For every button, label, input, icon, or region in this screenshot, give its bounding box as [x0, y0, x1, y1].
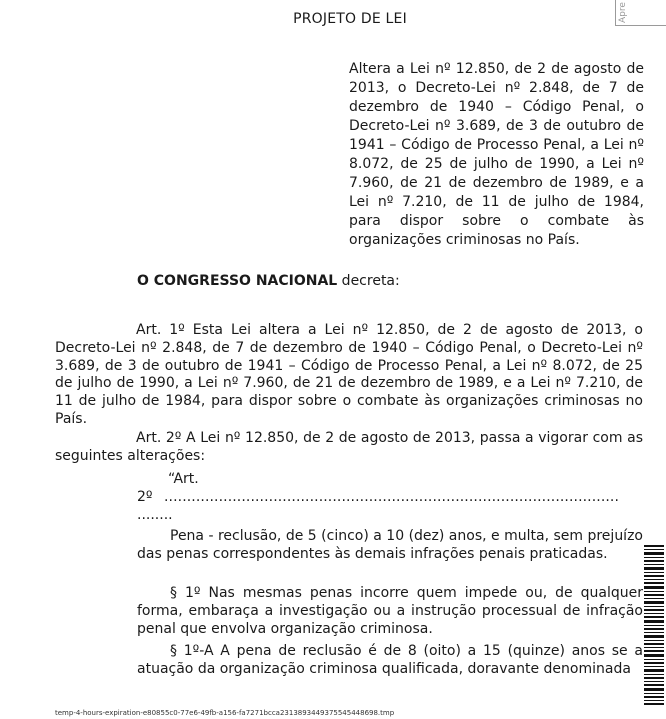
page-title: PROJETO DE LEI — [293, 11, 407, 27]
ementa-paragraph: Altera a Lei nº 12.850, de 2 de agosto de 2013, o Decreto-Lei nº 2.848, de 7 de dezembro de 1940 – Código Penal, o Decreto-Lei nº 3.689, de 3 de outubro de 1941 – Código de Processo Penal, a Lei nº 8.072, de 25 de julho de 1990, a Lei nº 7.960, de 21 de dezembro de 1989, e a Lei nº 7.210, de 11 de julho de 1984, para dispor sobre o combate às organizações criminosas no País. — [349, 61, 644, 248]
quoted-article-open: “Art. — [168, 471, 199, 487]
paragraph-1: § 1º Nas mesmas penas incorre quem impede ou, de qualquer forma, embaraça a investigação ou a instrução processual de infração penal que envolva organização criminosa. — [137, 585, 643, 637]
article-2: Art. 2º A Lei nº 12.850, de 2 de agosto de 2013, passa a vigorar com as seguintes alterações: — [55, 430, 643, 464]
paragraph-1a: § 1º-A A pena de reclusão é de 8 (oito) a 15 (quinze) anos se a atuação da organização criminosa qualificada, doravante denominada — [137, 643, 643, 677]
quoted-article-dots-continued: ........ — [137, 507, 173, 523]
congresso-nacional-bold: O CONGRESSO NACIONAL — [137, 273, 338, 289]
pena-paragraph: Pena - reclusão, de 5 (cinco) a 10 (dez) anos, e multa, sem prejuízo das penas correspondentes às demais infrações penais praticadas. — [137, 528, 643, 562]
decreta-line — [137, 273, 400, 289]
footer-temp-filename: temp-4-hours-expiration-e80855c0-77e6-49fb-a156-fa7271bcca2313893449375545448698.tmp — [55, 709, 395, 717]
decreta-word: decreta: — [337, 273, 400, 289]
barcode-graphic — [644, 545, 664, 705]
article-1: Art. 1º Esta Lei altera a Lei nº 12.850, de 2 de agosto de 2013, o Decreto-Lei nº 2.848, de 7 de dezembro de 1940 – Código Penal, o Decreto-Lei nº 3.689, de 3 de outubro de 1941 – Código de Processo Penal, a Lei nº 8.072, de 25 de julho de 1990, a Lei nº 7.960, de 21 de dezembro de 1989, e a Lei nº 7.210, de 11 de julho de 1984, para dispor sobre o combate às organizações criminosas no País. — [55, 322, 643, 427]
quoted-article-dots: .................................................................................................... — [164, 489, 620, 505]
protocol-stamp-text: Apre — [618, 2, 628, 23]
quoted-article-number: 2º — [137, 489, 153, 505]
